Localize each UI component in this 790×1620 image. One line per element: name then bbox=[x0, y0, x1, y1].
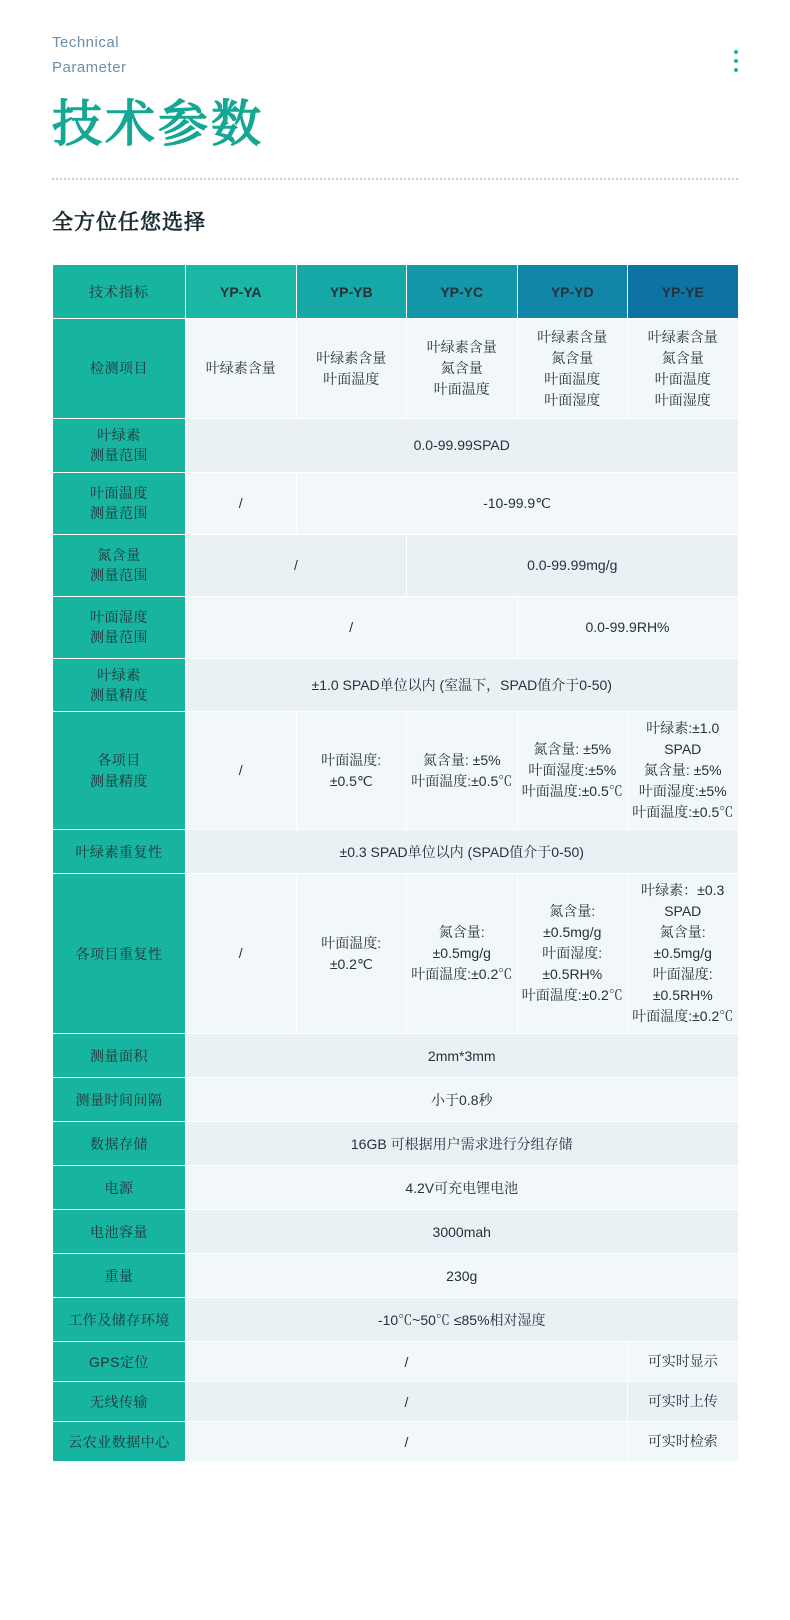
table-cell-4: 叶绿素：±0.3 SPAD 氮含量:±0.5mg/g 叶面湿度:±0.5RH% 叶面温度:±0.2℃ bbox=[628, 874, 739, 1034]
row-label: 工作及储存环境 bbox=[53, 1298, 186, 1342]
row-label: 数据存储 bbox=[53, 1122, 186, 1166]
dot-2 bbox=[734, 59, 738, 63]
table-cell-0: 叶绿素含量 bbox=[186, 319, 297, 419]
table-cell-value: -10-99.9℃ bbox=[296, 472, 738, 534]
row-label: 叶绿素 测量范围 bbox=[53, 419, 186, 473]
row-label: 各项目重复性 bbox=[53, 874, 186, 1034]
table-row bbox=[53, 419, 739, 473]
table-cell-full: 230g bbox=[186, 1254, 739, 1298]
table-cell-3: 氮含量:±0.5mg/g 叶面湿度:±0.5RH% 叶面温度:±0.2℃ bbox=[517, 874, 628, 1034]
dot-1 bbox=[734, 50, 738, 54]
table-row bbox=[53, 534, 739, 596]
table-row bbox=[53, 1382, 739, 1422]
dot-3 bbox=[734, 68, 738, 72]
row-label: 叶绿素 测量精度 bbox=[53, 658, 186, 712]
table-body bbox=[53, 319, 739, 1462]
table-row bbox=[53, 830, 739, 874]
row-label: 氮含量 测量范围 bbox=[53, 534, 186, 596]
row-label: 测量时间间隔 bbox=[53, 1078, 186, 1122]
row-label: 叶面温度 测量范围 bbox=[53, 472, 186, 534]
table-cell-slash: / bbox=[186, 596, 518, 658]
eyebrow-text bbox=[52, 30, 738, 80]
table-row bbox=[53, 1342, 739, 1382]
table-cell-slash: / bbox=[186, 1342, 628, 1382]
column-header-4: YP-YD bbox=[517, 265, 628, 319]
row-label: 无线传输 bbox=[53, 1382, 186, 1422]
eyebrow-line-1: Technical bbox=[52, 34, 120, 51]
row-label: 叶绿素重复性 bbox=[53, 830, 186, 874]
table-row bbox=[53, 1122, 739, 1166]
table-cell-full: -10℃~50℃ ≤85%相对湿度 bbox=[186, 1298, 739, 1342]
row-label: 检测项目 bbox=[53, 319, 186, 419]
table-cell-full: 2mm*3mm bbox=[186, 1034, 739, 1078]
page-subtitle: 全方位任您选择 bbox=[52, 211, 206, 234]
table-cell-full: 4.2V可充电锂电池 bbox=[186, 1166, 739, 1210]
page-header bbox=[0, 0, 790, 154]
page-title: 技术参数 bbox=[52, 96, 264, 152]
table-row bbox=[53, 1422, 739, 1462]
table-cell-0: / bbox=[186, 874, 297, 1034]
table-cell-value: 可实时上传 bbox=[628, 1382, 739, 1422]
header-divider bbox=[52, 178, 738, 180]
table-cell-1: 叶面温度: ±0.5℃ bbox=[296, 712, 407, 830]
table-cell-0: / bbox=[186, 712, 297, 830]
column-header-1: YP-YA bbox=[186, 265, 297, 319]
table-row bbox=[53, 712, 739, 830]
table-cell-slash: / bbox=[186, 1422, 628, 1462]
table-cell-4: 叶绿素含量 氮含量 叶面温度 叶面湿度 bbox=[628, 319, 739, 419]
table-row bbox=[53, 1078, 739, 1122]
table-cell-2: 氮含量: ±5% 叶面温度:±0.5℃ bbox=[407, 712, 518, 830]
table-cell-full: 16GB 可根据用户需求进行分组存储 bbox=[186, 1122, 739, 1166]
row-label: 测量面积 bbox=[53, 1034, 186, 1078]
table-cell-slash: / bbox=[186, 534, 407, 596]
table-cell-full: 0.0-99.99SPAD bbox=[186, 419, 739, 473]
eyebrow-line-2: Parameter bbox=[52, 59, 127, 76]
column-header-0: 技术指标 bbox=[53, 265, 186, 319]
row-label: GPS定位 bbox=[53, 1342, 186, 1382]
table-cell-full: 3000mah bbox=[186, 1210, 739, 1254]
more-vertical-icon[interactable] bbox=[734, 50, 738, 72]
table-row bbox=[53, 1298, 739, 1342]
table-row bbox=[53, 596, 739, 658]
table-row bbox=[53, 1034, 739, 1078]
table-cell-value: 可实时显示 bbox=[628, 1342, 739, 1382]
table-row bbox=[53, 1210, 739, 1254]
table-cell-3: 氮含量: ±5% 叶面湿度:±5% 叶面温度:±0.5℃ bbox=[517, 712, 628, 830]
row-label: 各项目 测量精度 bbox=[53, 712, 186, 830]
table-cell-value: 0.0-99.99mg/g bbox=[407, 534, 739, 596]
table-cell-value: 可实时检索 bbox=[628, 1422, 739, 1462]
table-row bbox=[53, 472, 739, 534]
column-header-2: YP-YB bbox=[296, 265, 407, 319]
table-row bbox=[53, 658, 739, 712]
table-cell-slash: / bbox=[186, 472, 297, 534]
row-label: 重量 bbox=[53, 1254, 186, 1298]
row-label: 叶面湿度 测量范围 bbox=[53, 596, 186, 658]
row-label: 电池容量 bbox=[53, 1210, 186, 1254]
table-cell-4: 叶绿素:±1.0 SPAD 氮含量: ±5% 叶面湿度:±5% 叶面温度:±0.5℃ bbox=[628, 712, 739, 830]
column-header-5: YP-YE bbox=[628, 265, 739, 319]
table-row bbox=[53, 319, 739, 419]
table-cell-full: 小于0.8秒 bbox=[186, 1078, 739, 1122]
row-label: 云农业数据中心 bbox=[53, 1422, 186, 1462]
table-cell-1: 叶面温度: ±0.2℃ bbox=[296, 874, 407, 1034]
table-cell-value: 0.0-99.9RH% bbox=[517, 596, 738, 658]
footer-space bbox=[0, 1462, 790, 1522]
table-row bbox=[53, 874, 739, 1034]
table-cell-full: ±0.3 SPAD单位以内 (SPAD值介于0-50) bbox=[186, 830, 739, 874]
table-cell-slash: / bbox=[186, 1382, 628, 1422]
spec-table bbox=[52, 264, 739, 1462]
table-cell-3: 叶绿素含量 氮含量 叶面温度 叶面湿度 bbox=[517, 319, 628, 419]
table-cell-full: ±1.0 SPAD单位以内 (室温下，SPAD值介于0-50) bbox=[186, 658, 739, 712]
column-header-3: YP-YC bbox=[407, 265, 518, 319]
table-header-row bbox=[53, 265, 739, 319]
table-cell-2: 叶绿素含量 氮含量 叶面温度 bbox=[407, 319, 518, 419]
table-row bbox=[53, 1166, 739, 1210]
table-cell-2: 氮含量:±0.5mg/g 叶面温度:±0.2℃ bbox=[407, 874, 518, 1034]
row-label: 电源 bbox=[53, 1166, 186, 1210]
table-row bbox=[53, 1254, 739, 1298]
table-cell-1: 叶绿素含量 叶面温度 bbox=[296, 319, 407, 419]
